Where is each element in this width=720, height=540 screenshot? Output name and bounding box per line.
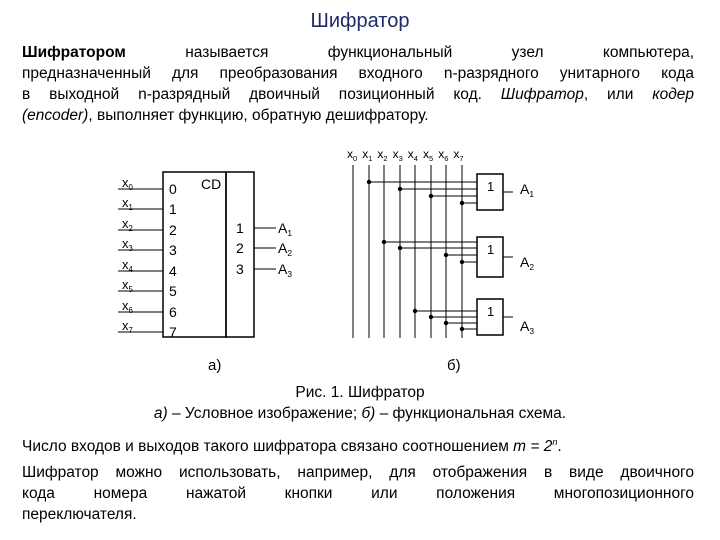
figure-caption-desc xyxy=(0,403,720,424)
input-label-x4: $x_4$ xyxy=(122,257,133,274)
output-label-A1: $A_1$ xyxy=(278,220,293,238)
intro-italic-shifrator: Шифратор xyxy=(500,86,584,103)
junction-dot-2-3 xyxy=(460,327,464,331)
gate-output-label-A3: $A_3$ xyxy=(520,318,535,336)
input-number-0: 0 xyxy=(169,181,177,197)
caption-b-text: – функциональная схема. xyxy=(375,405,567,422)
output-label-A2: $A_2$ xyxy=(278,240,293,258)
gate-output-label-A1: $A_1$ xyxy=(520,181,535,199)
input-number-3: 3 xyxy=(169,242,177,258)
intro-line-3a: в выходной n-разрядный двоичный позиционный код. xyxy=(22,86,501,103)
output-number-3: 3 xyxy=(236,261,244,277)
intro-line-3c: , или xyxy=(583,86,653,103)
input-number-4: 4 xyxy=(169,263,177,279)
input-number-1: 1 xyxy=(169,201,177,217)
input-number-7: 7 xyxy=(169,324,177,340)
input-label-x0: $x_0$ xyxy=(122,175,133,192)
intro-line-2: предназначенный для преобразования входного n-разрядного унитарного кода xyxy=(22,65,694,82)
intro-italic-encoder: (encoder) xyxy=(22,107,89,124)
intro-italic-coder: кодер xyxy=(652,86,694,103)
or-gate-label-1: 1 xyxy=(487,179,495,194)
figure-caption-title: Рис. 1. Шифратор xyxy=(295,384,425,401)
usage-line-1: Шифратор можно использовать, например, для отображения в виде двоичного xyxy=(22,464,694,481)
caption-b: б) xyxy=(361,405,376,422)
junction-dot-1-0 xyxy=(382,240,386,244)
output-number-2: 2 xyxy=(236,240,244,256)
caption-a: а) xyxy=(153,405,168,422)
relation-paragraph xyxy=(22,432,694,457)
junction-dot-2-1 xyxy=(429,315,433,319)
relation-exponent: n xyxy=(552,437,558,447)
junction-dot-1-2 xyxy=(444,253,448,257)
input-label-x6: $x_6$ xyxy=(122,298,133,315)
input-number-6: 6 xyxy=(169,304,177,320)
output-label-A3: $A_3$ xyxy=(278,261,293,279)
output-number-1: 1 xyxy=(236,220,244,236)
relation-end: . xyxy=(557,438,562,456)
usage-line-3: переключателя. xyxy=(22,506,137,523)
relation-text: Число входов и выходов такого шифратора связано соотношением xyxy=(22,438,514,456)
or-gate-label-3: 1 xyxy=(487,304,495,319)
junction-dot-0-1 xyxy=(398,187,402,191)
gate-output-label-A2: $A_2$ xyxy=(520,254,535,272)
input-label-x5: $x_5$ xyxy=(122,277,133,294)
junction-dot-2-0 xyxy=(413,309,417,313)
usage-paragraph xyxy=(22,462,694,525)
or-gate-label-2: 1 xyxy=(487,242,495,257)
intro-line-1-text: называется функциональный узел компьютера, xyxy=(125,44,694,61)
usage-line-2: кода номера нажатой кнопки или положения многопозиционного xyxy=(22,485,694,502)
figure-a-label: а) xyxy=(208,357,222,374)
junction-dot-2-2 xyxy=(444,321,448,325)
junction-dot-1-3 xyxy=(460,260,464,264)
input-label-x2: $x_2$ xyxy=(122,216,133,233)
figure-a-symbol xyxy=(118,172,292,340)
junction-dot-0-2 xyxy=(429,194,433,198)
caption-a-text: – Условное изображение; xyxy=(167,405,362,422)
intro-line-4b: , выполняет функцию, обратную дешифратору. xyxy=(88,107,429,124)
cd-label: CD xyxy=(201,176,222,192)
input-number-2: 2 xyxy=(169,222,177,238)
junction-dot-0-3 xyxy=(460,201,464,205)
relation-formula: m = 2 xyxy=(513,438,553,456)
input-label-x1: $x_1$ xyxy=(122,195,133,212)
input-label-x7: $x_7$ xyxy=(122,318,133,335)
bus-labels: $x_0$ $x_1$ $x_2$ $x_3$ $x_4$ $x_5$ $x_6$ $x_7$ xyxy=(347,147,464,163)
junction-dot-0-0 xyxy=(367,180,371,184)
figure-b-label: б) xyxy=(447,357,461,374)
page-title: Шифратор xyxy=(310,10,410,32)
junction-dot-1-1 xyxy=(398,246,402,250)
input-number-5: 5 xyxy=(169,283,177,299)
input-label-x3: $x_3$ xyxy=(122,236,133,253)
term-bold: Шифратором xyxy=(22,44,126,61)
figure-b-schematic xyxy=(347,147,534,338)
